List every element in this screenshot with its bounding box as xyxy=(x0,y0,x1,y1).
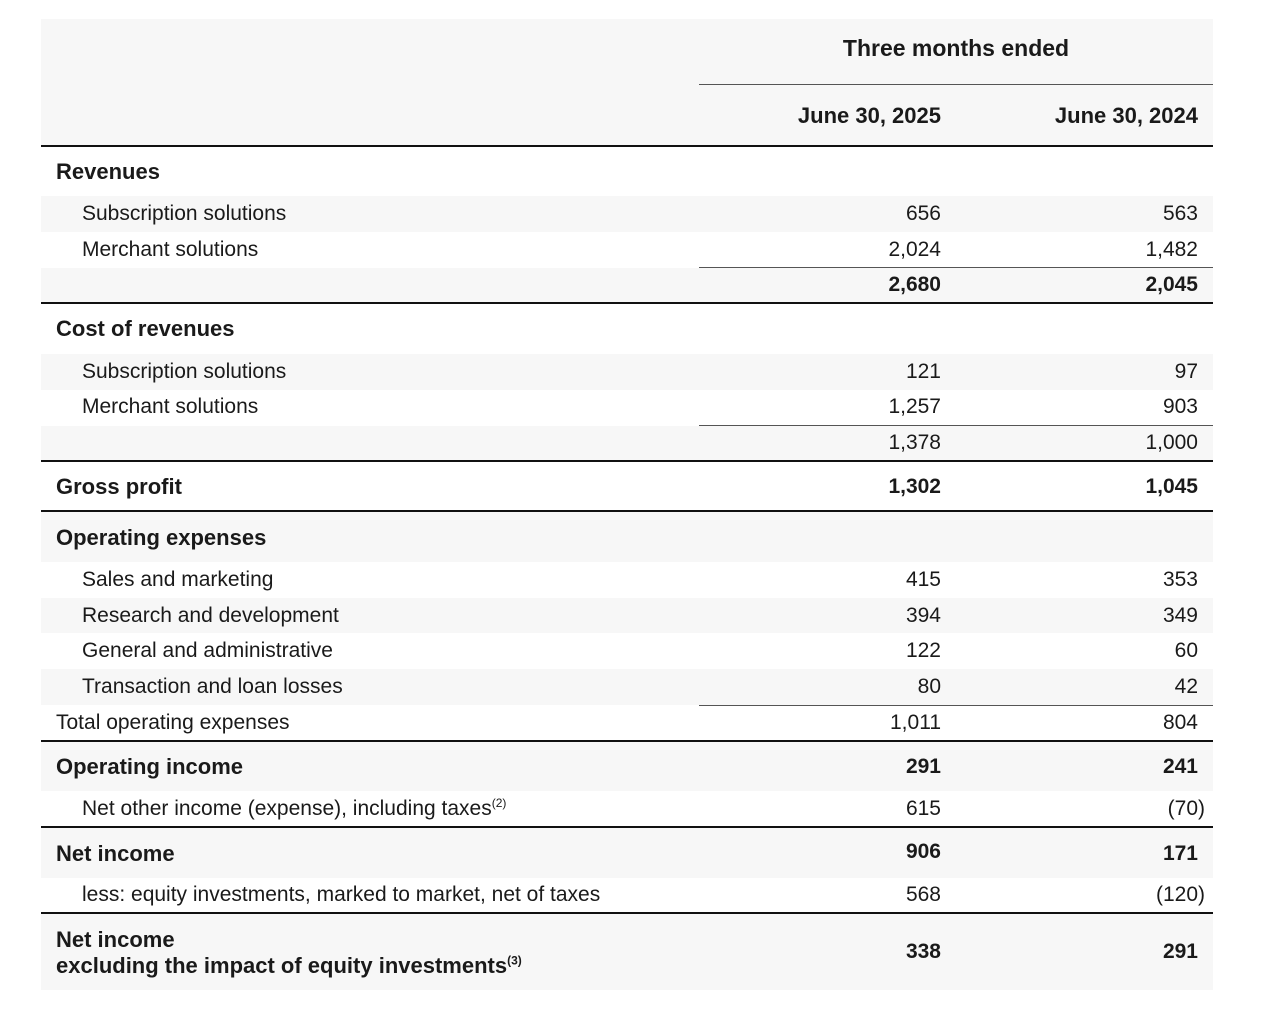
footnote-3: (3) xyxy=(507,953,522,968)
operating-income-row xyxy=(41,742,1213,791)
revenues-total-row xyxy=(41,268,1213,303)
table-row xyxy=(41,390,1213,425)
value-2024: 903 xyxy=(1162,395,1198,418)
table-row xyxy=(41,669,1213,705)
table-row xyxy=(41,354,1213,390)
cost-of-revenues-heading-row xyxy=(41,304,1213,354)
value-2024: 563 xyxy=(1162,202,1198,225)
row-label: General and administrative xyxy=(82,639,333,662)
total-operating-expenses-row xyxy=(41,706,1213,740)
footnote-2: (2) xyxy=(491,796,507,810)
table-row xyxy=(41,232,1213,268)
table-row xyxy=(41,562,1213,598)
header-divider xyxy=(699,84,1213,85)
net-other-income-2025: 615 xyxy=(905,797,941,820)
net-income-excluding-row xyxy=(41,914,1213,990)
row-label: Subscription solutions xyxy=(82,360,287,383)
table-row xyxy=(41,633,1213,669)
value-2025: 394 xyxy=(905,604,941,627)
value-2025: 415 xyxy=(905,568,941,591)
row-label: Subscription solutions xyxy=(82,202,287,225)
cost-of-revenues-heading: Cost of revenues xyxy=(56,316,235,341)
operating-income-2024: 241 xyxy=(1162,755,1198,778)
equity-adjustment-2024: (120) xyxy=(1155,883,1205,906)
cost-total-2025: 1,378 xyxy=(888,431,941,454)
value-2024: 1,482 xyxy=(1145,238,1198,261)
revenues-total-2024: 2,045 xyxy=(1145,273,1198,296)
cost-total-2024: 1,000 xyxy=(1145,431,1198,454)
equity-adjustment-row xyxy=(41,878,1213,912)
column-header-2024: June 30, 2024 xyxy=(1054,103,1198,128)
total-operating-expenses-2024: 804 xyxy=(1162,711,1198,734)
net-income-excluding-2025: 338 xyxy=(905,940,941,963)
gross-profit-2024: 1,045 xyxy=(1145,475,1198,498)
revenues-total-2025: 2,680 xyxy=(888,273,941,296)
total-operating-expenses-2025: 1,011 xyxy=(890,711,941,734)
net-other-income-label: Net other income (expense), including taxes$^{(2)}$ xyxy=(82,796,507,820)
value-2024: 349 xyxy=(1162,604,1198,627)
equity-adjustment-label: less: equity investments, marked to market, net of taxes xyxy=(82,883,601,906)
net-other-income-2024: (70) xyxy=(1167,797,1205,820)
operating-expenses-heading-row xyxy=(41,512,1213,562)
equity-adjustment-2025: 568 xyxy=(905,883,941,906)
net-income-2024: 171 xyxy=(1162,842,1198,865)
net-other-income-row xyxy=(41,791,1213,826)
net-income-2025: 906 xyxy=(905,840,941,863)
row-label: Transaction and loan losses xyxy=(82,675,343,698)
operating-income-2025: 291 xyxy=(905,755,941,778)
row-label: Research and development xyxy=(82,604,339,627)
row-label: Sales and marketing xyxy=(82,568,274,591)
net-income-row xyxy=(41,828,1213,878)
value-2024: 353 xyxy=(1162,568,1198,591)
net-income-label: Net income xyxy=(56,841,175,866)
value-2025: 656 xyxy=(905,202,941,225)
revenues-heading: Revenues xyxy=(56,159,160,184)
value-2024: 60 xyxy=(1174,639,1198,662)
value-2025: 80 xyxy=(917,675,941,698)
table-header xyxy=(41,19,1213,145)
gross-profit-row xyxy=(41,462,1213,511)
column-header-2025: June 30, 2025 xyxy=(797,103,941,128)
operating-expenses-heading: Operating expenses xyxy=(56,525,267,550)
value-2025: 2,024 xyxy=(888,238,941,261)
period-title: Three months ended xyxy=(842,35,1070,61)
gross-profit-2025: 1,302 xyxy=(888,475,941,498)
row-label: Merchant solutions xyxy=(82,395,259,418)
value-2025: 1,257 xyxy=(888,395,941,418)
operating-income-label: Operating income xyxy=(56,754,244,779)
cost-of-revenues-total-row xyxy=(41,426,1213,460)
revenues-heading-row xyxy=(41,147,1213,196)
value-2025: 121 xyxy=(905,360,941,383)
net-income-excluding-2024: 291 xyxy=(1162,940,1198,963)
total-operating-expenses-label: Total operating expenses xyxy=(56,711,290,734)
table-row xyxy=(41,598,1213,633)
gross-profit-label: Gross profit xyxy=(56,474,182,499)
table-row xyxy=(41,196,1213,232)
value-2025: 122 xyxy=(905,639,941,662)
value-2024: 97 xyxy=(1174,360,1198,383)
value-2024: 42 xyxy=(1174,675,1198,698)
row-label: Merchant solutions xyxy=(82,238,259,261)
net-income-excluding-label: Net income excluding the impact of equity investments$^{(3)}$ xyxy=(56,927,522,978)
